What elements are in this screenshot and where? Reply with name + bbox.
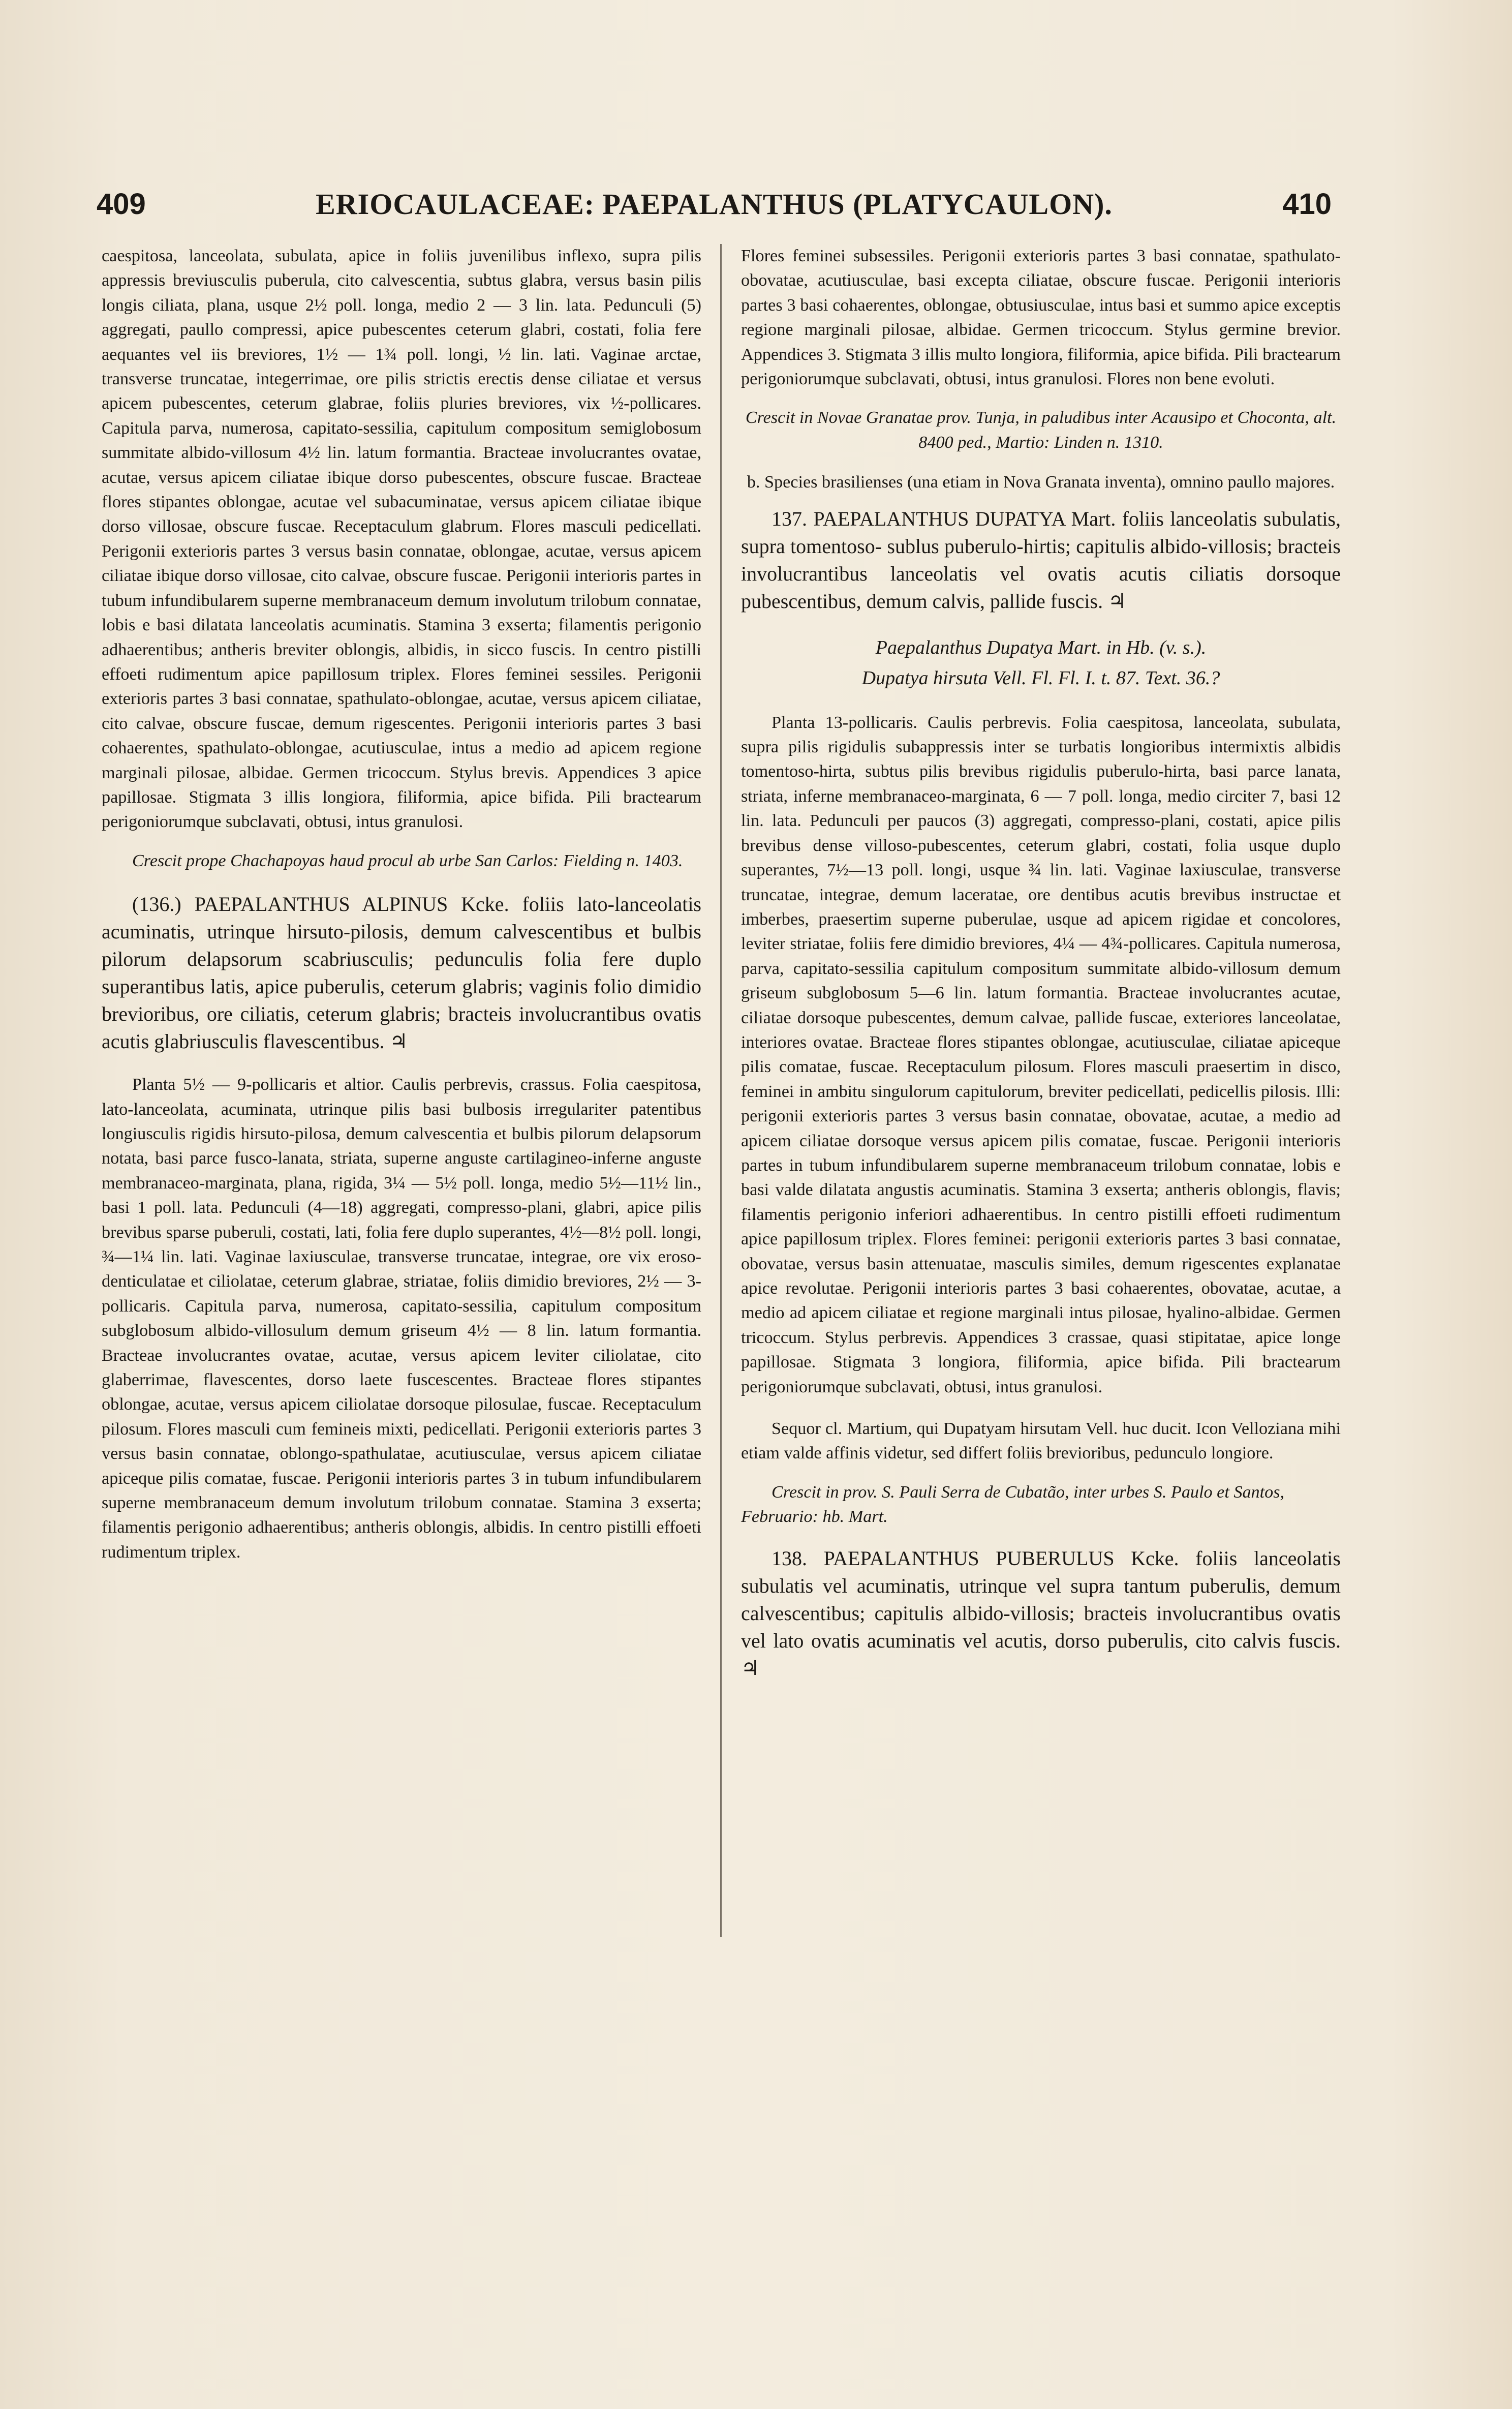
left-column bbox=[102, 244, 701, 1565]
synonym-line: Dupatya hirsuta Vell. Fl. Fl. I. t. 87. Text. 36.? bbox=[861, 667, 1220, 689]
habitat-note: Crescit in Novae Granatae prov. Tunja, in paludibus inter Acausipo et Choconta, alt. 8400 ped., Martio: Linden n. 1310. bbox=[745, 408, 1337, 452]
species-136-diagnosis: (136.) PAEPALANTHUS ALPINUS Kcke. foliis lato-lanceolatis acuminatis, utrinque hirsuto-pilosis, demum calvescentibus et bulbis pilorum delapsorum scabriusculis; pedunculis folia fere duplo superantibus latis, apice puberulis, ceterum glabris; vaginis folio dimidio brevioribus, ore ciliatis, ceterum glabris; bracteis involucrantibus ovatis acutis glabriusculis flavescentibus. ♃ bbox=[102, 893, 701, 1053]
species-136-description: Planta 5½ — 9-pollicaris et altior. Caulis perbrevis, crassus. Folia caespitosa, lato-lanceolata, acuminata, utrinque pilis basi bulbosis irregulariter patentibus longiusculis rigidis hirsuto-pilosa, demum calvescentia et bulbis pilorum delapsorum notata, basi parce fusco-lanata, striata, superne anguste cartilagineo-inferne anguste membranaceo-marginata, plana, rigida, 3¼ — 5½ poll. longa, medio 5½—11½ lin., basi 1 poll. lata. Pedunculi (4—18) aggregati, compresso-plani, glabri, apice pilis brevibus sparse puberuli, costati, lati, folia fere duplo superantes, 4½—8½ poll. longi, ¾—1¼ lin. lati. Vaginae laxiusculae, transverse truncatae, integrae, ore vix eroso-denticulatae et ciliolatae, ceterum glabrae, striatae, foliis dimidio breviores, 2½ — 3-pollicaris. Capitula parva, numerosa, capitato-sessilia, capitulum compositum subglobosum albido-villosulum demum griseum 4½ — 8 lin. latum formantia. Bracteae involucrantes ovatae, acutae, versus apicem leviter ciliolatae, cito glaberrimae, flavescentes, dorso laete fuscescentes. Bracteae flores stipantes oblongae, acutae, versus apicem ciliolatae dorsoque pilosulae, fuscae. Receptaculum pilosum. Flores masculi cum femineis mixti, pedicellati. Perigonii exterioris partes 3 versus basin connatae, oblongo-spathulatae, acutiusculae, versus apicem ciliatae apiceque pilis comatae, fuscae. Perigonii interioris partes 3 in tubum infundibularem superne membranaceum demum involutum trilobum connatae. Stamina 3 exserta; filamentis perigonio adhaerentibus; antheris oblongis, albidis. In centro pistilli effoeti rudimentum triplex. bbox=[102, 1075, 701, 1562]
species-137-description: Planta 13-pollicaris. Caulis perbrevis. Folia caespitosa, lanceolata, subulata, supra pilis rigidulis subappressis inter se turbatis longioribus intermixtis albidis tomentoso-hirta, subtus pilis brevibus rigidulis puberulo-hirta, basi parce lanata, striata, inferne membranaceo-marginata, 6 — 7 poll. longa, medio circiter 7, basi 12 lin. lata. Pedunculi per paucos (3) aggregati, compresso-plani, costati, apice pilis brevibus dense villoso-pubescentes, ceterum glabri, costati, folia usque duplo superantes, 7½—13 poll. longi, usque ¾ lin. lati. Vaginae laxiusculae, transverse truncatae, integrae, demum laceratae, ore dentibus acutis brevibus instructae et imberbes, praesertim superne puberulae, usque ad apicem rigidae et concolores, leviter striatae, foliis fere dimidio breviores, 4¼ — 4¾-pollicares. Capitula numerosa, parva, capitato-sessilia capitulum compositum summitate albido-villosum demum griseum subglobosum 5—6 lin. latum formantia. Bracteae involucrantes acutae, ciliatae dorsoque pubescentes, demum calvae, pallide fuscae, exteriores lanceolatae, interiores ovatae. Bracteae flores stipantes oblongae, acutiusculae, ciliatae apiceque pilis comatae, fuscae. Receptaculum pilosum. Flores masculi praesertim in disco, feminei in ambitu singulorum capitulorum, breviter pedicellati, pedicellis pilosis. Illi: perigonii exterioris partes 3 versus basin connatae, obovatae, acutae, a medio ad apicem ciliatae dorsoque versus apicem pilis comatae, fuscae. Perigonii interioris partes in tubum infundibularem superne membranaceum trilobum connatae, lobis e basi valde dilatata angustis acuminatis. Stamina 3 exserta; antheris oblongis, flavis; filamentis perigonio inferiori adhaerentibus. In centro pistilli effoeti rudimentum apice papillosum triplex. Flores feminei: perigonii exterioris partes 3 basi connatae, obovatae, versus basin attenuatae, masculis similes, demum rigescentes explanatae apice revolutae. Perigonii interioris partes 3 basi cohaerentes, obovatae, acutae, a medio ad apicem ciliatae et regione marginali intus pilosae, hyalino-albidae. Germen tricoccum. Stylus perbrevis. Appendices 3 crassae, quasi stipitatae, apice longe papillosae. Stigmata 3 longiora, filiformia, apice bifida. Pili bractearum perigoniorumque subclavati, obtusi, intus granulosi. bbox=[741, 713, 1341, 1396]
page-number-right: 410 bbox=[1282, 188, 1332, 221]
description-continuation: Flores feminei subsessiles. Perigonii exterioris partes 3 basi connatae, spathulato-obovatae, acutiusculae, basi excepta ciliatae, obscure fuscae. Perigonii interioris partes 3 basi cohaerentes, oblongae, obtusiusculae, intus basi et summo apice exceptis regione marginali pilosae, albidae. Germen tricoccum. Stylus germine brevior. Appendices 3. Stigmata 3 illis multo longiora, filiformia, apice bifida. Pili bractearum perigoniorumque subclavati, obtusi, intus granulosi. Flores non bene evoluti. bbox=[741, 247, 1341, 389]
habitat-note: Crescit prope Chachapoyas haud procul ab urbe San Carlos: Fielding n. 1403. bbox=[132, 851, 683, 870]
column-divider bbox=[720, 244, 722, 1937]
page-header bbox=[97, 187, 1332, 223]
section-note: b. Species brasilienses (una etiam in Nova Granata inventa), omnino paullo majores. bbox=[747, 473, 1335, 492]
remark-paragraph: Sequor cl. Martium, qui Dupatyam hirsutam Vell. huc ducit. Icon Velloziana mihi etiam valde affinis videtur, sed differt foliis brevioribus, pedunculo longiore. bbox=[741, 1419, 1341, 1463]
page-number-left: 409 bbox=[97, 188, 146, 221]
synonym-line: Paepalanthus Dupatya Mart. in Hb. (v. s.). bbox=[875, 636, 1207, 658]
right-column bbox=[741, 244, 1341, 1682]
species-137-diagnosis: 137. PAEPALANTHUS DUPATYA Mart. foliis lanceolatis subulatis, supra tomentoso- sublus puberulo-hirtis; capitulis albido-villosis; bracteis involucrantibus lanceolatis vel ovatis acutis ciliatis dorsoque pubescentibus, demum calvis, pallide fuscis. ♃ bbox=[741, 507, 1341, 613]
species-138-diagnosis: 138. PAEPALANTHUS PUBERULUS Kcke. foliis lanceolatis subulatis vel acuminatis, utrinque vel supra tantum puberulis, demum calvescentibus; capitulis albido-villosis; bracteis involucrantibus ovatis vel lato ovatis acuminatis vel acutis, dorso puberulis, cito calvis fuscis. ♃ bbox=[741, 1546, 1341, 1680]
habitat-note: Crescit in prov. S. Pauli Serra de Cubatão, inter urbes S. Paulo et Santos, Februario: hb. Mart. bbox=[741, 1482, 1285, 1527]
description-paragraph: caespitosa, lanceolata, subulata, apice in foliis juvenilibus inflexo, supra pilis appressis breviusculis puberula, cito calvescentia, subtus glabra, versus basin pilis longis ciliata, plana, usque 2½ poll. longa, medio 2 — 3 lin. lata. Pedunculi (5) aggregati, paullo compressi, apice pubescentes ceterum glabri, costati, folia fere aequantes vel iis breviores, 1½ — 1¾ poll. longi, ½ lin. lati. Vaginae arctae, transverse truncatae, integerrimae, ore pilis strictis erectis dense ciliatae et versus apicem pubescentes, ceterum glabrae, foliis pluries breviores, vix ½-pollicares. Capitula parva, numerosa, capitato-sessilia, capitulum compositum semiglobosum summitate albido-villosum 4½ lin. latum formantia. Bracteae involucrantes ovatae, acutae, versus apicem ciliatae ibique dorso pubescentes, obscure fuscae. Bracteae flores stipantes oblongae, acutae vel subacuminatae, versus apicem ciliatae ibique dorso villosae, obscure fuscae. Receptaculum glabrum. Flores masculi pedicellati. Perigonii exterioris partes 3 versus basin connatae, oblongae, acutae, versus apicem ciliatae ibique dorso villosae, cito calvae, obscure fuscae. Perigonii interioris partes in tubum infundibularem superne membranaceum demum involutum trilobum connatae, lobis e basi dilatata lanceolatis acuminatis. Stamina 3 exserta; filamentis perigonio adhaerentibus; antheris breviter oblongis, albidis, in sicco fuscis. In centro pistilli effoeti rudimentum apice papillosum triplex. Flores feminei sessiles. Perigonii exterioris partes 3 basi connatae, spathulato-oblongae, acutae, versus apicem ciliatae, cito calvae, obscure fuscae, demum rigescentes. Perigonii interioris partes 3 basi cohaerentes, spathulato-oblongae, acutiusculae, intus a medio ad apicem regione marginali pilosae, albidae. Germen tricoccum. Stylus brevis. Appendices 3 apice papillosae. Stigmata 3 illis longiora, filiformia, apice bifida. Pili bractearum perigoniorumque subclavati, obtusi, intus granulosi. bbox=[102, 247, 701, 832]
running-title: ERIOCAULACEAE: PAEPALANTHUS (PLATYCAULON). bbox=[316, 188, 1113, 221]
